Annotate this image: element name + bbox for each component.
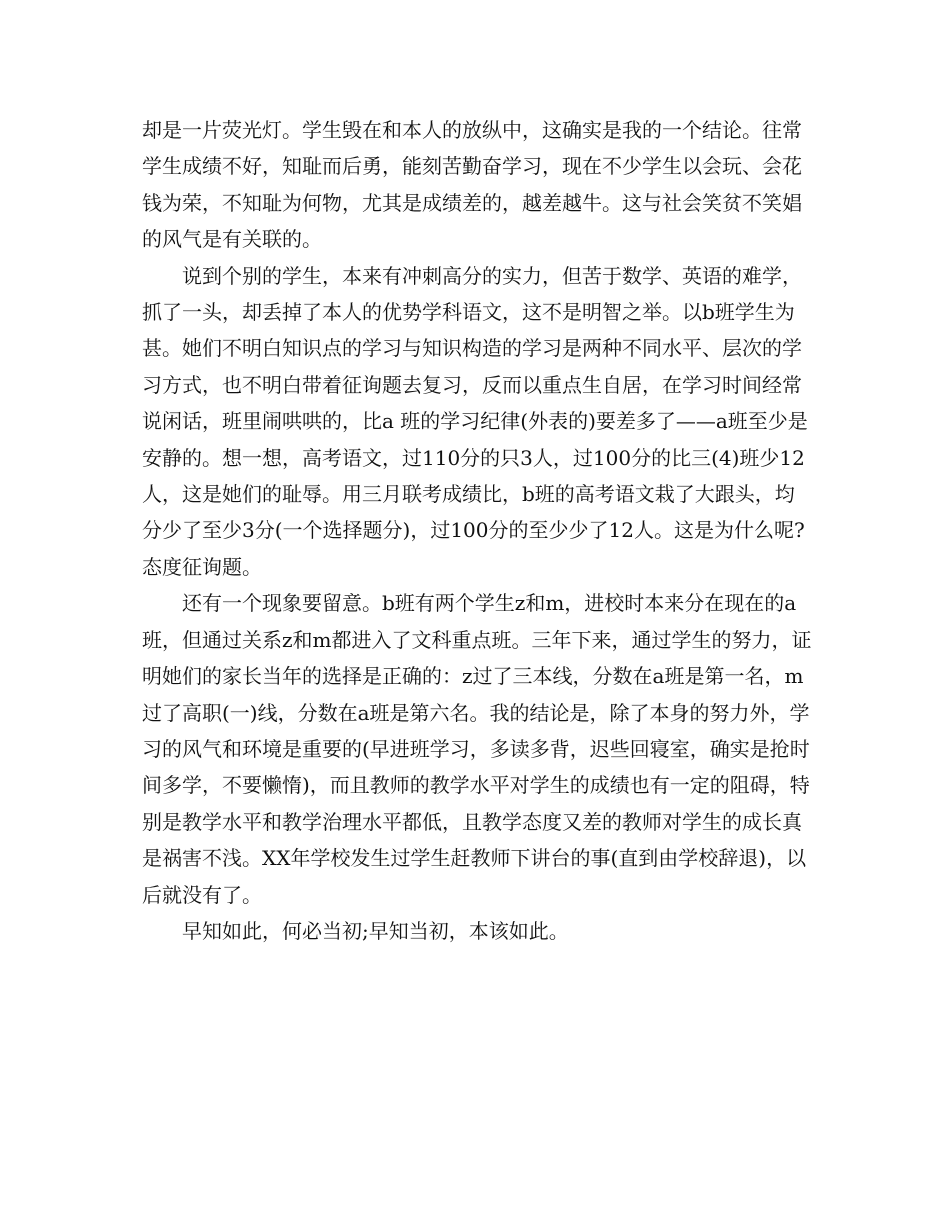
paragraph-2: 说到个别的学生，本来有冲刺高分的实力，但苦于数学、英语的难学，抓了一头，却丢掉了本人的优势学科语文，这不是明智之举。以b班学生为甚。她们不明白知识点的学习与知识构造的学习是两种不同水平、层次的学习方式，也不明白带着征询题去复习，反而以重点生自居，在学习时间经常说闲话，班里闹哄哄的，比a 班的学习纪律(外表的)要差多了——a班至少是安静的。想一想，高考语文，过110分的只3人，过100分的比三(4)班少12人，这是她们的耻辱。用三月联考成绩比，b班的高考语文栽了大跟头，均分少了至少3分(一个选择题分)，过100分的至少少了12人。这是为什么呢?态度征询题。 <box>142 263 808 579</box>
paragraph-3: 还有一个现象要留意。b班有两个学生z和m，进校时本来分在现在的a班，但通过关系z和m都进入了文科重点班。三年下来，通过学生的努力，证明她们的家长当年的选择是正确的：z过了三本线，分数在a班是第一名，m过了高职(一)线，分数在a班是第六名。我的结论是，除了本身的努力外，学习的风气和环境是重要的(早进班学习，多读多背，迟些回寝室，确实是抢时间多学，不要懒惰)，而且教师的教学水平对学生的成绩也有一定的阻碍，特别是教学水平和教学治理水平都低，且教学态度又差的教师对学生的成长真是祸害不浅。XX年学校发生过学生赶教师下讲台的事(直到由学校辞退)，以后就没有了。 <box>142 591 812 907</box>
document-body <box>142 112 812 949</box>
paragraph-1: 却是一片荧光灯。学生毁在和本人的放纵中，这确实是我的一个结论。往常学生成绩不好，知耻而后勇，能刻苦勤奋学习，现在不少学生以会玩、会花钱为荣，不知耻为何物，尤其是成绩差的，越差越牛。这与社会笑贫不笑娼的风气是有关联的。 <box>142 118 802 252</box>
paragraph-4: 早知如此，何必当初;早知当初，本该如此。 <box>182 918 569 943</box>
